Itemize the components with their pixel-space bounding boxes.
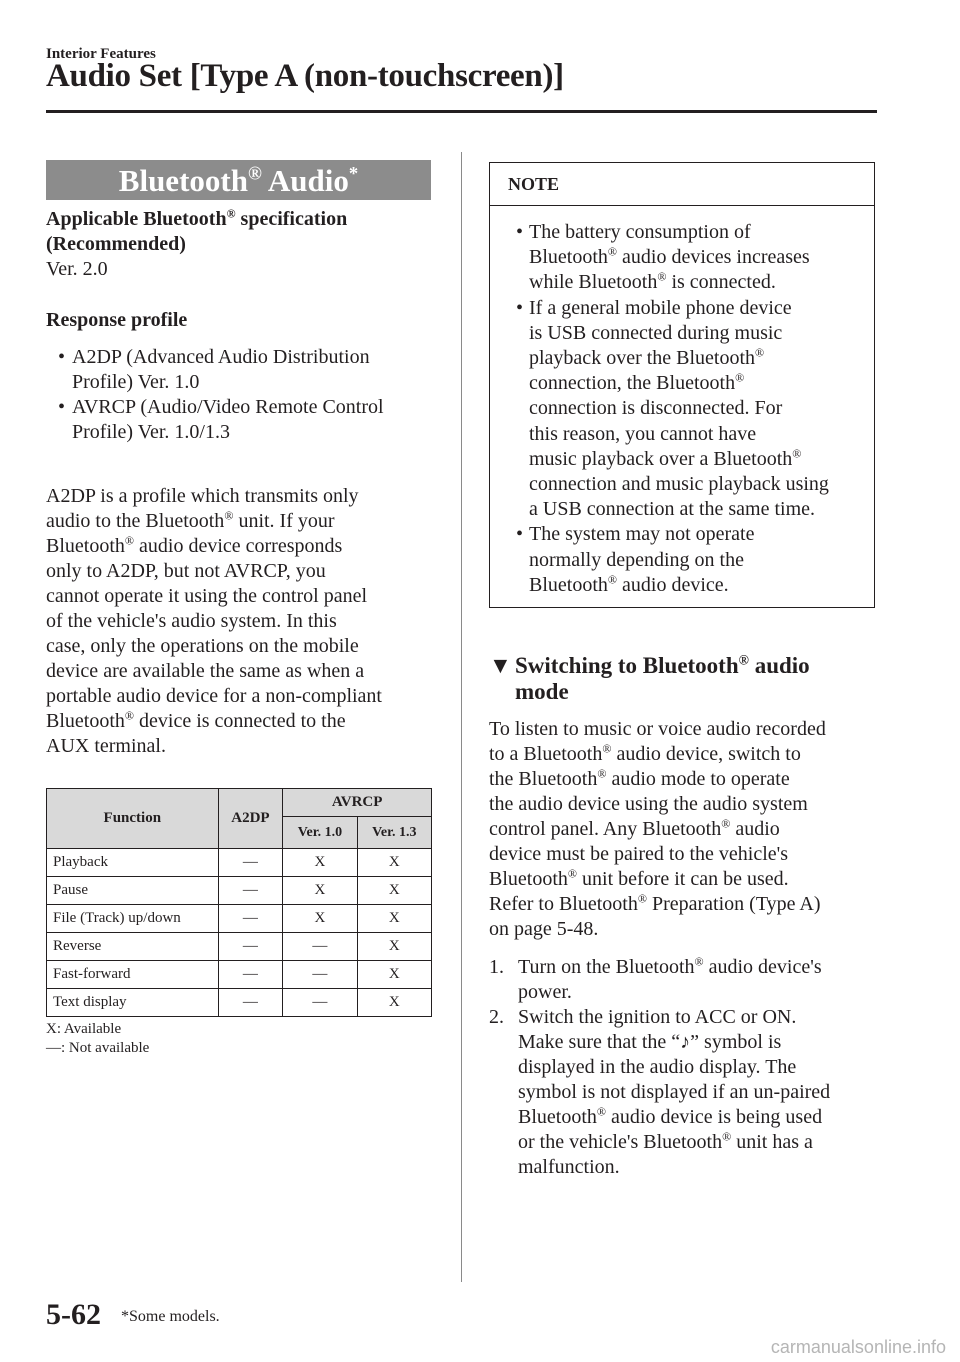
line-text-after: audio device is being used [606,1106,823,1128]
line-text-after: Preparation (Type A) [646,893,821,915]
line-text: this reason, you cannot have [529,422,757,445]
text-line [529,548,868,573]
text-line [46,609,446,634]
list-item-text: AVRCP (Audio/Video Remote Control [72,396,384,418]
registered-mark: ® [602,741,612,756]
text-line [489,792,879,817]
step-number: 2. [489,1006,504,1028]
line-text: Refer to Bluetooth [489,893,638,915]
support-cell: — [218,877,283,905]
line-text: only to A2DP, but not AVRCP, you [46,560,326,582]
line-text: The system may not operate [529,523,755,546]
footnote: *Some models. [121,1308,220,1325]
support-cell: X [357,849,431,877]
registered-mark: ® [694,954,704,969]
registered-mark: ® [226,206,236,221]
note-item [490,296,874,523]
table-header-ver10: Ver. 1.0 [283,817,357,849]
text-line [46,709,446,734]
line-text: portable audio device for a non-compliant [46,685,382,707]
support-cell: X [357,905,431,933]
text-line [529,371,868,396]
text-line [518,955,879,980]
step-number: 1. [489,956,504,978]
text-line [518,1130,879,1155]
line-text-after: ” symbol is [690,1031,782,1053]
table-legend [46,1020,149,1058]
text-line [518,1080,879,1105]
note-box [489,162,875,608]
text-line [529,472,868,497]
line-text: A2DP is a profile which transmits only [46,485,359,507]
step-item [489,1005,879,1180]
support-cell: — [218,905,283,933]
registered-mark: ® [124,533,135,548]
line-text: connection and music playback using [529,473,829,496]
banner-title-2: Audio [261,163,349,198]
page-title: Audio Set [Type A (non-touchscreen)] [46,58,564,94]
support-cell: — [218,989,283,1017]
text-line [489,717,879,742]
line-text: AUX terminal. [46,735,166,757]
line-text: device are available the same as when a [46,660,365,682]
support-cell: X [357,961,431,989]
triangle-icon: ▼ [489,653,512,678]
text-line [529,296,868,321]
text-line [46,534,446,559]
function-cell: Text display [47,989,219,1017]
line-text: symbol is not displayed if an un-paired [518,1081,831,1103]
line-text: normally depending on the [529,548,744,571]
text-line [529,447,868,472]
table-row [47,905,432,933]
text-line [529,220,868,245]
line-text: Bluetooth [489,868,568,890]
watermark: carmanualsonline.info [770,1337,946,1357]
line-text: Make sure that the “ [518,1031,681,1053]
function-cell: Fast-forward [47,961,219,989]
line-text: control panel. Any Bluetooth [489,818,722,840]
line-text: cannot operate it using the control panel [46,585,368,607]
line-text: Switch the ignition to ACC or ON. [518,1006,797,1028]
line-text: The battery consumption of [529,221,751,243]
text-line [46,734,446,759]
support-cell: X [357,877,431,905]
line-text-after: audio devices increases [617,246,810,269]
registered-mark: ® [596,1104,607,1119]
line-text-after: audio mode to operate [606,768,790,790]
bullet: • [516,221,524,243]
text-line [529,497,868,522]
table-header-avrcp: AVRCP [283,789,432,817]
registered-mark: ® [792,446,802,461]
spec-heading-text-2: specification [235,208,348,230]
spec-heading-text: Applicable Bluetooth [46,208,227,230]
function-cell: Pause [47,877,219,905]
page-number: 5-62 [46,1298,101,1331]
registered-mark: ® [721,816,731,831]
text-line [489,892,879,917]
text-line [489,767,879,792]
text-line [46,659,446,684]
table-row [47,961,432,989]
text-line [489,742,879,767]
text-line [529,270,868,295]
line-text: power. [518,981,572,1003]
switch-heading-text-2: audio [748,653,810,678]
line-text: Turn on the Bluetooth [518,956,695,978]
line-text: while Bluetooth [529,271,658,294]
line-text-after: unit. If your [233,510,335,532]
text-line [46,484,446,509]
registered-mark: ® [567,866,578,881]
support-cell: — [283,961,357,989]
line-text-after: audio device's [703,956,822,978]
support-cell: X [357,989,431,1017]
line-text: malfunction. [518,1156,620,1178]
line-text-after: audio device corresponds [134,535,343,557]
registered-mark: ® [247,163,262,185]
text-line [529,396,868,421]
line-text-after: audio device. [617,573,729,596]
text-line [518,1005,879,1030]
line-text: the Bluetooth [489,768,598,790]
text-line [518,1155,879,1180]
bullet: • [58,346,66,368]
registered-mark: ® [722,1129,732,1144]
text-line [489,817,879,842]
text-line [518,1055,879,1080]
line-text-after: is connected. [666,271,776,294]
registered-mark: ® [637,891,647,906]
spec-value: Ver. 2.0 [46,258,108,280]
list-item-text: A2DP (Advanced Audio Distribution [72,346,370,368]
spec-heading-line2: (Recommended) [46,233,186,255]
registered-mark: ® [755,345,765,360]
legend-not-available: —: Not available [46,1040,150,1056]
spec-heading [46,207,347,257]
switch-heading [489,653,810,705]
registered-mark: ® [597,766,607,781]
asterisk-mark: * [348,163,359,185]
title-rule [46,110,877,113]
line-text: music playback over a Bluetooth [529,447,793,470]
table-row [47,877,432,905]
function-cell: File (Track) up/down [47,905,219,933]
section-label: Interior Features [46,46,156,62]
list-item [46,395,446,445]
line-text: To listen to music or voice audio recorded [489,718,826,740]
support-cell: X [357,933,431,961]
text-line [489,917,879,942]
line-text: connection, the Bluetooth [529,372,736,395]
line-text: or the vehicle's Bluetooth [518,1131,723,1153]
registered-mark: ® [224,508,234,523]
bullet: • [516,523,524,546]
text-line [529,573,868,598]
text-line [529,522,868,547]
line-text: displayed in the audio display. The [518,1056,797,1078]
line-text: a USB connection at the same time. [529,498,816,521]
line-text: connection is disconnected. For [529,397,783,420]
line-text: Bluetooth [46,535,125,557]
text-line [529,245,868,270]
registered-mark: ® [657,269,667,284]
note-header: NOTE [490,163,874,206]
support-cell: X [283,849,357,877]
line-text: device must be paired to the vehicle's [489,843,789,865]
switch-body [489,717,879,1180]
text-line [46,509,446,534]
column-divider [461,152,462,1282]
support-cell: — [218,849,283,877]
line-text: Bluetooth [518,1106,597,1128]
profile-list [46,345,446,445]
step-item [489,955,879,1005]
registered-mark: ® [735,370,745,385]
support-cell: — [218,961,283,989]
registered-mark: ® [738,652,749,668]
section-banner [46,160,431,200]
support-cell: X [283,905,357,933]
registered-mark: ® [607,572,618,587]
line-text-after: audio device, switch to [611,743,801,765]
text-line [529,346,868,371]
function-cell: Reverse [47,933,219,961]
text-line [489,842,879,867]
table-header-a2dp: A2DP [218,789,283,849]
text-line [489,867,879,892]
text-line [46,559,446,584]
legend-available: X: Available [46,1021,122,1037]
switch-heading-line2: mode [515,679,569,704]
line-text: of the vehicle's audio system. In this [46,610,337,632]
line-text: the audio device using the audio system [489,793,808,815]
registered-mark: ® [124,708,135,723]
function-cell: Playback [47,849,219,877]
line-text: on page 5-48. [489,918,599,940]
support-cell: — [283,933,357,961]
support-cell: X [283,877,357,905]
line-text-after: unit has a [731,1131,813,1153]
text-line [518,1105,879,1130]
music-note-icon: ♪ [680,1031,691,1053]
line-text: case, only the operations on the mobile [46,635,359,657]
line-text: If a general mobile phone device [529,296,792,319]
table-row [47,933,432,961]
list-item [46,345,446,395]
text-line [46,634,446,659]
switch-paragraph [489,717,879,942]
text-line [518,1030,879,1055]
list-item-text: Profile) Ver. 1.0 [72,371,200,393]
text-line [46,684,446,709]
bullet: • [58,396,66,418]
table-header-function: Function [47,789,219,849]
list-item-text: Profile) Ver. 1.0/1.3 [72,421,230,443]
table-header-ver13: Ver. 1.3 [357,817,431,849]
text-line [46,584,446,609]
profile-heading: Response profile [46,309,188,331]
function-table [46,788,432,1017]
a2dp-paragraph [46,484,446,759]
note-item [490,220,874,296]
line-text: to a Bluetooth [489,743,603,765]
banner-title: Bluetooth [118,163,248,198]
line-text-after: unit before it can be used. [577,868,789,890]
line-text: audio to the Bluetooth [46,510,225,532]
text-line [518,980,879,1005]
table-row [47,989,432,1017]
line-text: playback over the Bluetooth [529,347,756,370]
note-item [490,522,874,598]
switch-heading-text: Switching to Bluetooth [515,653,739,678]
line-text: Bluetooth [529,246,608,269]
text-line [529,422,868,447]
line-text: is USB connected during music [529,321,783,344]
support-cell: — [218,933,283,961]
table-row [47,849,432,877]
note-list [490,206,874,598]
line-text: Bluetooth [46,710,125,732]
line-text-after: device is connected to the [134,710,346,732]
support-cell: — [283,989,357,1017]
text-line [529,321,868,346]
line-text: Bluetooth [529,573,608,596]
registered-mark: ® [607,244,618,259]
line-text-after: audio [730,818,780,840]
bullet: • [516,296,524,319]
steps-list [489,955,879,1180]
